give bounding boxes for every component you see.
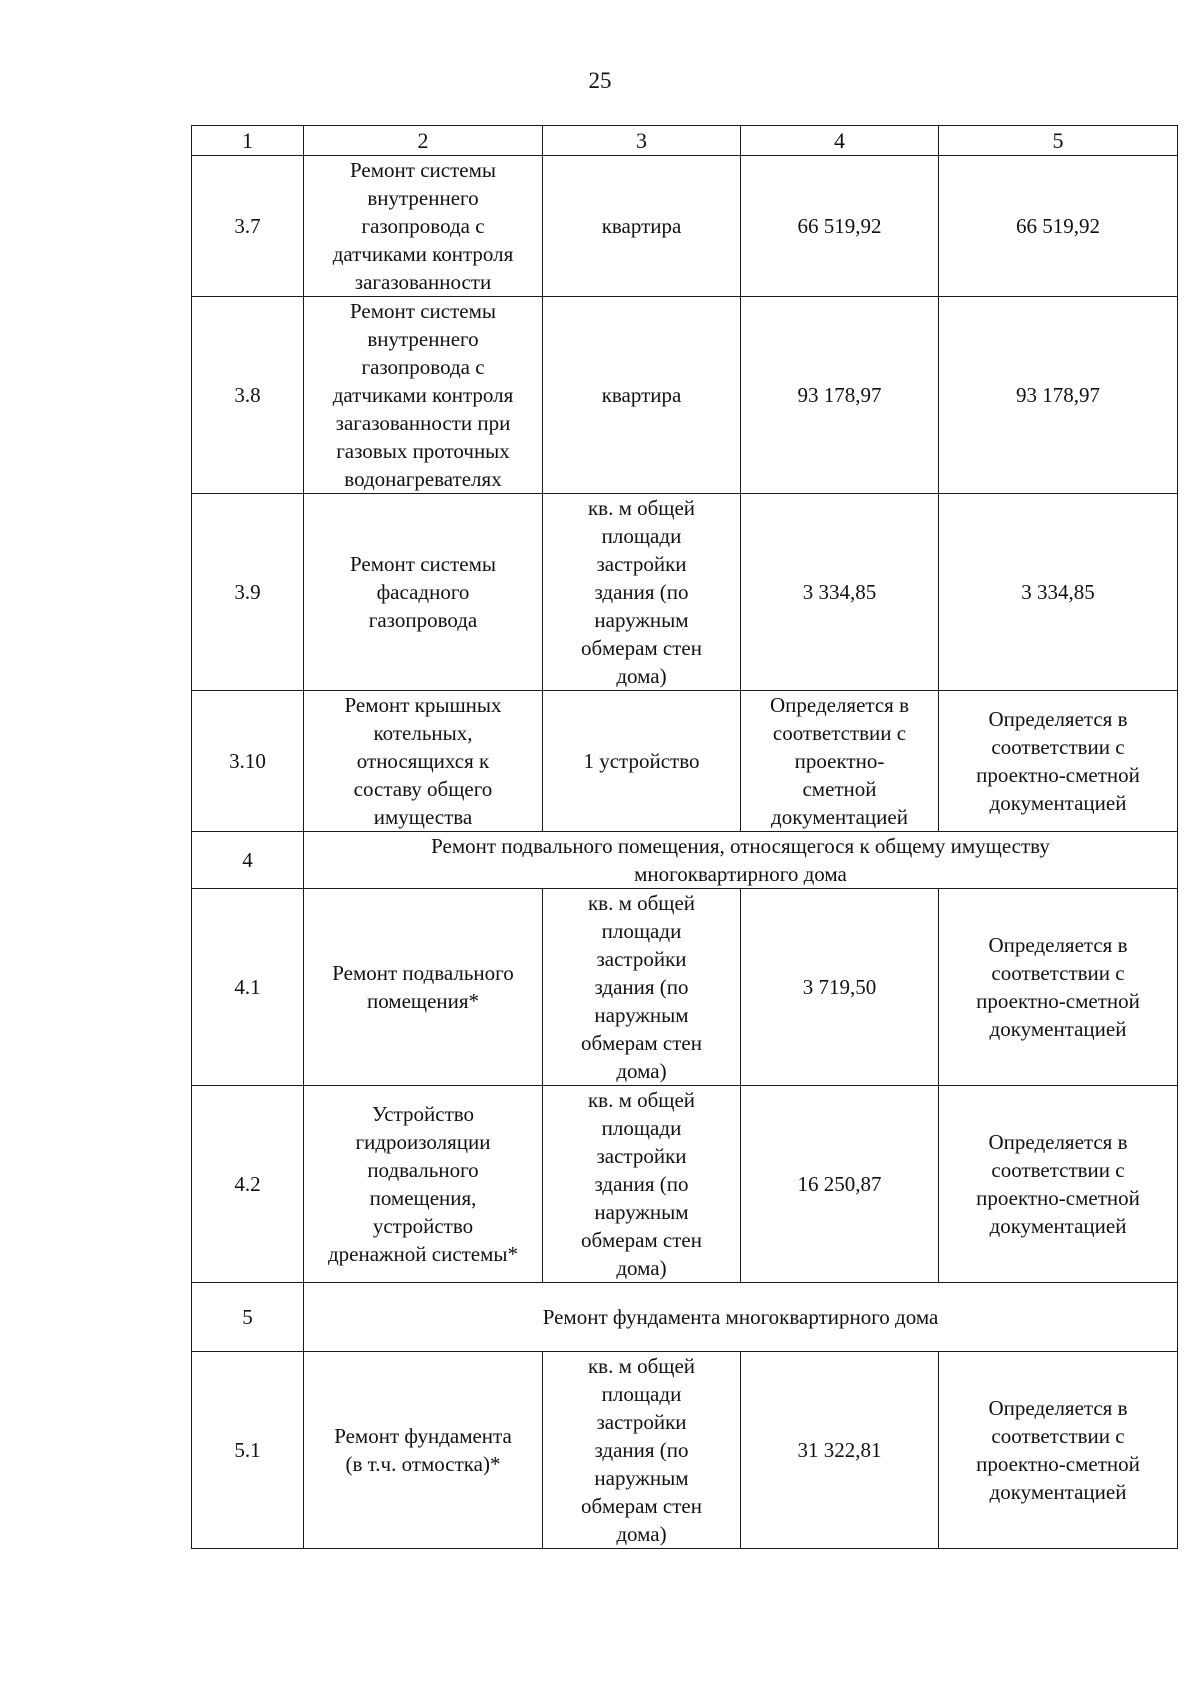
works-table: [191, 125, 1178, 1549]
table-header-row: [192, 126, 1178, 156]
section-title: Ремонт подвального помещения, относящегося к общему имуществу многоквартирного дома: [304, 832, 1178, 889]
section-row: [192, 832, 1178, 889]
unit-cell: 1 устройство: [543, 691, 741, 832]
value-cell-5: 3 334,85: [939, 494, 1178, 691]
value-cell-4: Определяется в соответствии с проектно- сметной документацией: [741, 691, 939, 832]
section-number: 4: [192, 832, 304, 889]
value-cell-5: 66 519,92: [939, 156, 1178, 297]
value-cell-4: 3 334,85: [741, 494, 939, 691]
value-cell-4: 93 178,97: [741, 297, 939, 494]
header-cell-3: 3: [543, 126, 741, 156]
table-row: [192, 1086, 1178, 1283]
value-cell-5: Определяется в соответствии с проектно-сметной документацией: [939, 889, 1178, 1086]
row-number: 4.1: [192, 889, 304, 1086]
value-cell-5: 93 178,97: [939, 297, 1178, 494]
work-name: Ремонт системы внутреннего газопровода с датчиками контроля загазованности при газовых проточных водонагревателях: [304, 297, 543, 494]
value-cell-5: Определяется в соответствии с проектно-сметной документацией: [939, 1086, 1178, 1283]
unit-cell: квартира: [543, 156, 741, 297]
section-row: [192, 1283, 1178, 1352]
value-cell-4: 3 719,50: [741, 889, 939, 1086]
value-cell-4: 31 322,81: [741, 1352, 939, 1549]
row-number: 3.8: [192, 297, 304, 494]
unit-cell: квартира: [543, 297, 741, 494]
value-cell-5: Определяется в соответствии с проектно-сметной документацией: [939, 691, 1178, 832]
value-cell-4: 66 519,92: [741, 156, 939, 297]
section-title: Ремонт фундамента многоквартирного дома: [304, 1283, 1178, 1352]
unit-cell: кв. м общей площади застройки здания (по наружным обмерам стен дома): [543, 1352, 741, 1549]
row-number: 3.9: [192, 494, 304, 691]
header-cell-1: 1: [192, 126, 304, 156]
unit-cell: кв. м общей площади застройки здания (по наружным обмерам стен дома): [543, 889, 741, 1086]
work-name: Ремонт системы внутреннего газопровода с датчиками контроля загазованности: [304, 156, 543, 297]
work-name: Ремонт системы фасадного газопровода: [304, 494, 543, 691]
table-row: [192, 156, 1178, 297]
table-row: [192, 494, 1178, 691]
work-name: Ремонт фундамента (в т.ч. отмостка)*: [304, 1352, 543, 1549]
row-number: 4.2: [192, 1086, 304, 1283]
row-number: 3.7: [192, 156, 304, 297]
work-name: Устройство гидроизоляции подвального помещения, устройство дренажной системы*: [304, 1086, 543, 1283]
row-number: 5.1: [192, 1352, 304, 1549]
table-row: [192, 691, 1178, 832]
section-number: 5: [192, 1283, 304, 1352]
table-row: [192, 889, 1178, 1086]
work-name: Ремонт подвального помещения*: [304, 889, 543, 1086]
page-number: 25: [588, 68, 612, 93]
value-cell-4: 16 250,87: [741, 1086, 939, 1283]
header-cell-4: 4: [741, 126, 939, 156]
header-cell-2: 2: [304, 126, 543, 156]
unit-cell: кв. м общей площади застройки здания (по наружным обмерам стен дома): [543, 1086, 741, 1283]
work-name: Ремонт крышных котельных, относящихся к составу общего имущества: [304, 691, 543, 832]
value-cell-5: Определяется в соответствии с проектно-сметной документацией: [939, 1352, 1178, 1549]
header-cell-5: 5: [939, 126, 1178, 156]
unit-cell: кв. м общей площади застройки здания (по наружным обмерам стен дома): [543, 494, 741, 691]
table-row: [192, 297, 1178, 494]
table-row: [192, 1352, 1178, 1549]
row-number: 3.10: [192, 691, 304, 832]
